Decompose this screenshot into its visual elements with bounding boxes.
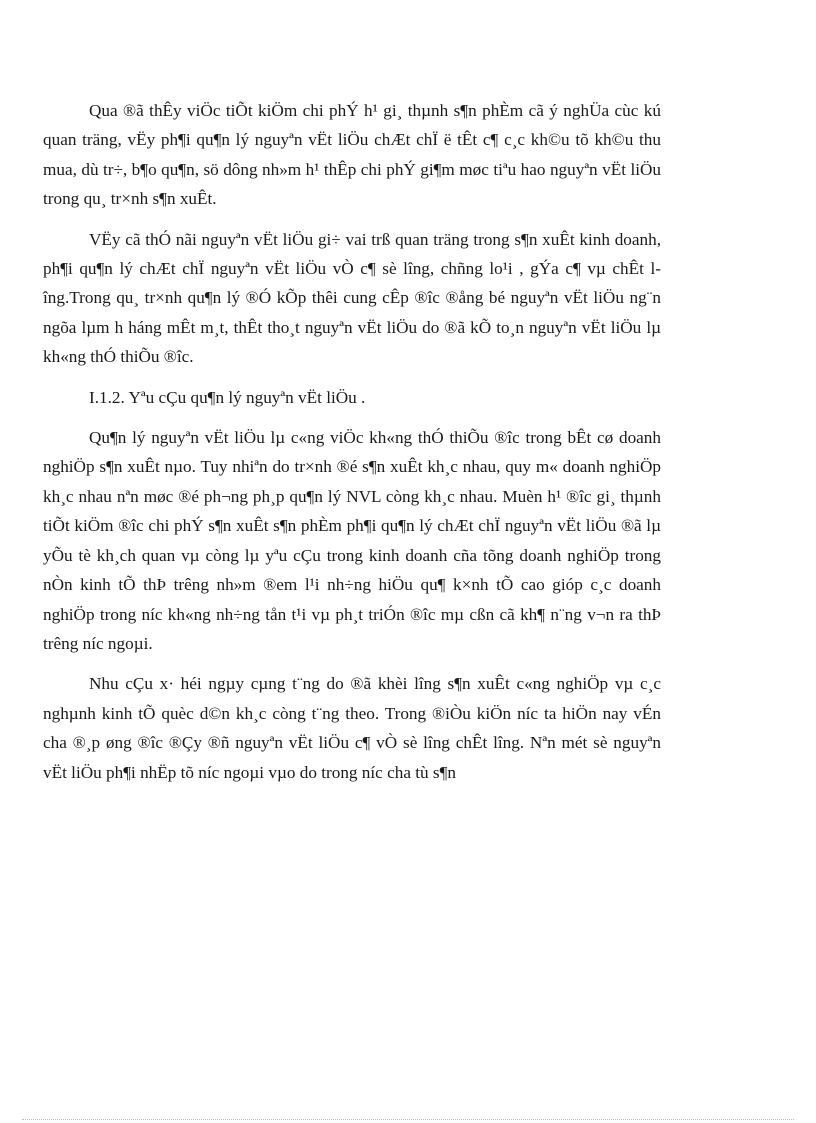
paragraph: VËy cã thÓ nãi nguyªn vËt liÖu gi÷ vai trß quan träng trong s¶n xuÊt kinh doanh, ph¶i qu¶n lý chÆt chÏ nguyªn vËt liÖu vÒ c¶ sè lîng, chñng lo¹i , gÝa c¶ vµ chÊt lîng.Trong qu¸ tr×nh qu¶n lý ®Ó kÕp thêi cung cÊp ®îc ®ång bé nguyªn vËt liÖu ng¨n ngõa lµm h háng mÊt m¸t, thÊt tho¸t nguyªn vËt liÖu do ®ã kÕ to¸n nguyªn vËt liÖu lµ kh«ng thÓ thiÕu ®îc.	[43, 229, 661, 367]
paragraph: Nhu cÇu x· héi ngµy cµng t¨ng do ®ã khèi lîng s¶n xuÊt c«ng nghiÖp vµ c¸c nghµnh kinh tÕ quèc d©n kh¸c còng t¨ng theo. Trong ®iÒu kiÖn níc ta hiÖn nay vÉn cha ®¸p øng ®îc ®Çy ®ñ nguyªn vËt liÖu c¶ vÒ sè lîng chÊt lîng. Nªn mét sè nguyªn vËt liÖu ph¶i nhËp tõ níc ngoµi vµo do trong níc cha tù s¶n	[43, 674, 661, 782]
document-body	[43, 96, 661, 798]
page-bottom-divider	[22, 1119, 794, 1120]
paragraph: Qu¶n lý nguyªn vËt liÖu lµ c«ng viÖc kh«ng thÓ thiÕu ®îc trong bÊt cø doanh nghiÖp s¶n xuÊt nµo. Tuy nhiªn do tr×nh ®é s¶n xuÊt kh¸c nhau, quy m« doanh nghiÖp kh¸c nhau nªn møc ®é ph¬ng ph¸p qu¶n lý NVL còng kh¸c nhau. Muèn h¹ ®îc gi¸ thµnh tiÕt kiÖm ®îc chi phÝ s¶n xuÊt s¶n phÈm ph¶i qu¶n lý chÆt chÏ nguyªn vËt liÖu ®ã lµ yÕu tè kh¸ch quan vµ còng lµ yªu cÇu trong kinh doanh cña tõng doanh nghiÖp trong nÒn kinh tÕ thÞ trêng nh»m ®em l¹i nh÷ng hiÖu qu¶ k×nh tÕ cao gióp c¸c doanh nghiÖp trong níc kh«ng nh÷ng tån t¹i vµ ph¸t triÓn ®îc mµ cßn cã kh¶ n¨ng v¬n ra thÞ trêng níc ngoµi.	[43, 428, 661, 653]
section-heading: I.1.2. Yªu cÇu qu¶n lý nguyªn vËt liÖu .	[89, 387, 366, 407]
paragraph: Qua ®ã thÊy viÖc tiÕt kiÖm chi phÝ h¹ gi¸ thµnh s¶n phÈm cã ý nghÜa cùc kú quan träng, vËy ph¶i qu¶n lý nguyªn vËt liÖu chÆt chÏ ë tÊt c¶ c¸c kh©u tõ kh©u thu mua, dù tr÷, b¶o qu¶n, sö dông nh»m h¹ thÊp chi phÝ gi¶m møc tiªu hao nguyªn vËt liÖu trong qu¸ tr×nh s¶n xuÊt.	[43, 101, 661, 209]
